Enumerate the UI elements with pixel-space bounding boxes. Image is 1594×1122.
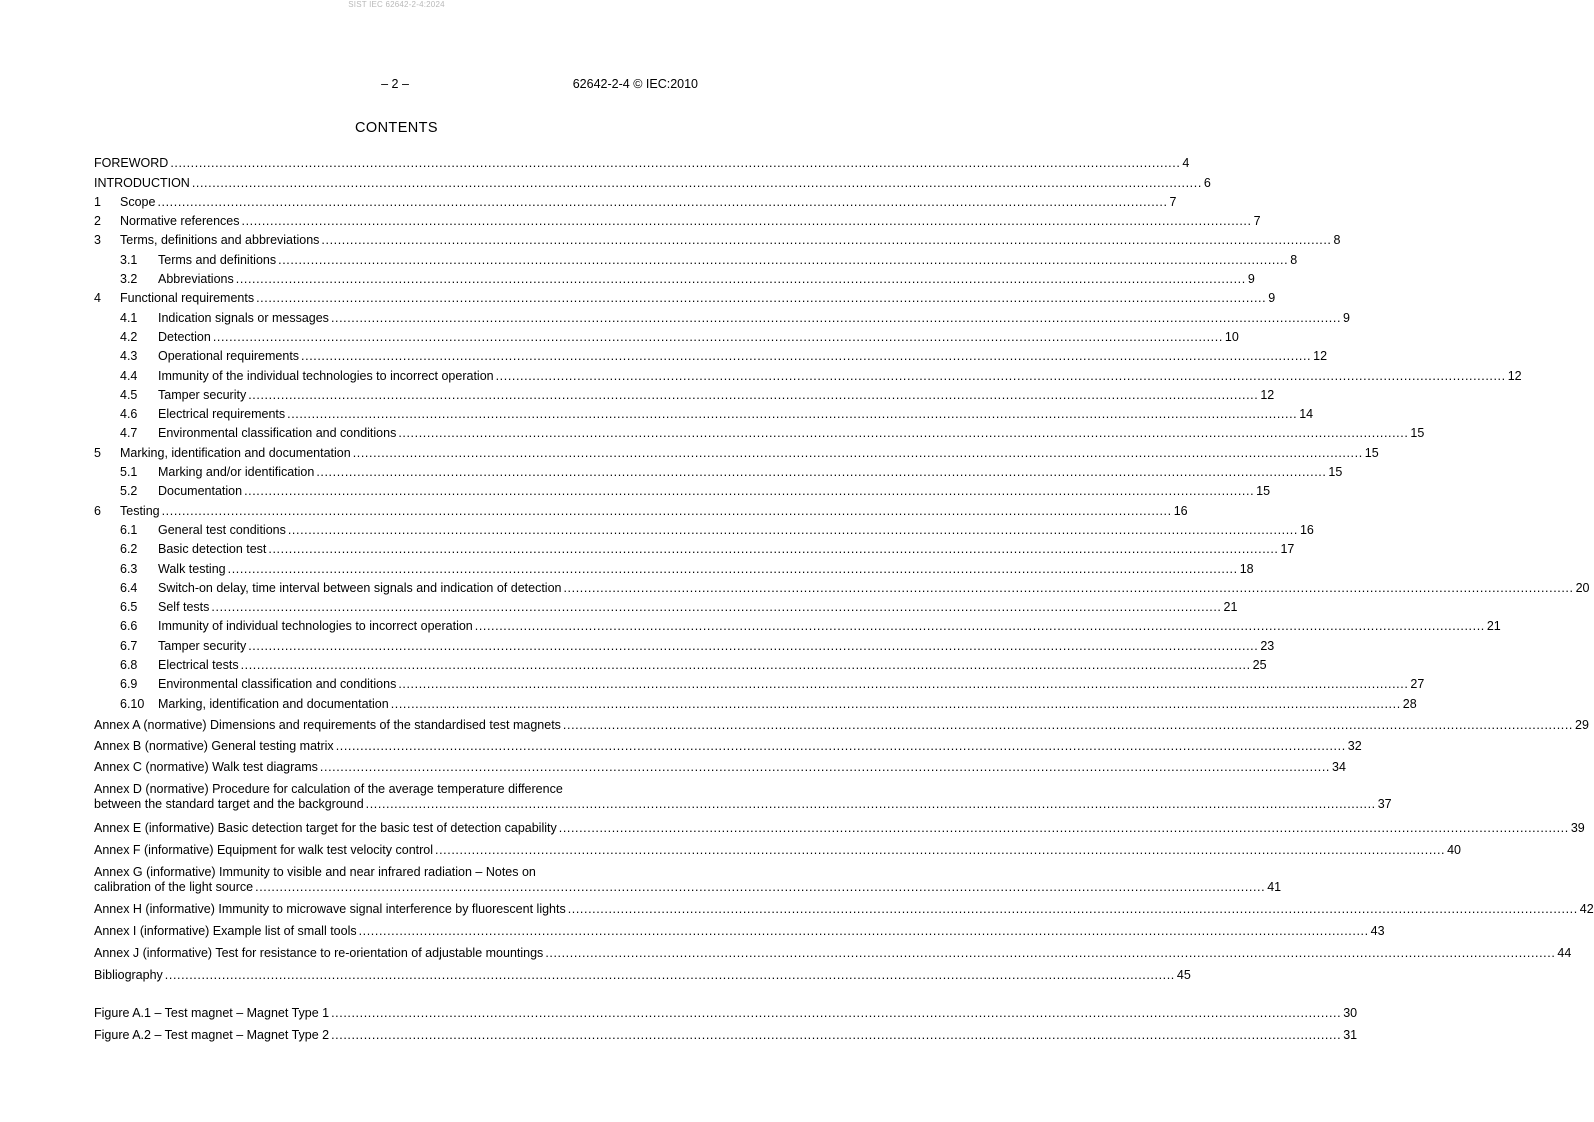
dot-leader xyxy=(268,542,1278,557)
dot-leader xyxy=(321,233,1331,248)
toc-entry-3-2[interactable] xyxy=(94,268,1255,287)
toc-entry-4-2[interactable] xyxy=(94,326,1239,345)
toc-page-number: 21 xyxy=(1486,619,1501,634)
watermark: SIST IEC 62642-2-4:2024 xyxy=(348,0,445,9)
dot-leader xyxy=(301,349,1311,364)
dot-leader xyxy=(366,797,1376,812)
toc-entry-3[interactable] xyxy=(94,229,1341,248)
toc-entry-text: Self tests xyxy=(158,600,210,615)
toc-section-number: 6.9 xyxy=(120,677,138,692)
toc-entry-annex-i[interactable] xyxy=(94,917,1385,939)
toc-entry-text: Electrical tests xyxy=(158,658,239,673)
toc-entry-text: General test conditions xyxy=(158,522,286,537)
toc-section-number: 6.10 xyxy=(120,696,145,711)
toc-entry-introduction[interactable] xyxy=(94,171,1211,190)
toc-entry-text: Basic detection test xyxy=(158,542,267,557)
toc-section-number: 5.1 xyxy=(120,465,138,480)
toc-entry-bibliography[interactable] xyxy=(94,961,1191,983)
toc-entry-4-1[interactable] xyxy=(94,306,1350,325)
toc-entry-text: Terms, definitions and abbreviations xyxy=(120,233,320,248)
toc-entry-5-1[interactable] xyxy=(94,461,1343,480)
toc-page-number: 12 xyxy=(1260,387,1275,402)
toc-page-number: 12 xyxy=(1507,368,1522,383)
toc-page-number: 14 xyxy=(1299,407,1314,422)
toc-entry-text: Scope xyxy=(120,194,156,209)
toc-entry-text-line1: Annex D (normative) Procedure for calculation of the average temperature difference xyxy=(94,781,563,796)
dot-leader xyxy=(288,523,1298,538)
figure-page-number: 30 xyxy=(1343,1005,1358,1020)
page-number: – 2 – xyxy=(381,77,409,91)
toc-entry-4-4[interactable] xyxy=(94,364,1522,383)
toc-entry-text: Switch-on delay, time interval between signals and indication of detection xyxy=(158,580,562,595)
dot-leader xyxy=(331,1028,1341,1043)
toc-page-number: 34 xyxy=(1332,759,1346,774)
toc-page-number: 9 xyxy=(1343,310,1350,325)
toc-section-number: 1 xyxy=(94,194,101,209)
dot-leader xyxy=(391,697,1401,712)
toc-entry-text: Annex E (informative) Basic detection target for the basic test of detection capability xyxy=(94,820,557,835)
table-of-contents xyxy=(94,152,1594,1043)
contents-title: CONTENTS xyxy=(355,120,438,136)
toc-entry-5-2[interactable] xyxy=(94,480,1271,499)
toc-entry-annex-f[interactable] xyxy=(94,836,1462,858)
toc-entry-text: Annex C (normative) Walk test diagrams xyxy=(94,759,318,774)
toc-entry-text: Indication signals or messages xyxy=(158,310,329,325)
dot-leader xyxy=(359,924,1369,939)
toc-entry-6-8[interactable] xyxy=(94,654,1267,673)
toc-page-number: 15 xyxy=(1410,426,1425,441)
toc-section-number: 4.3 xyxy=(120,349,138,364)
dot-leader xyxy=(248,388,1258,403)
toc-section-number: 6 xyxy=(94,503,101,518)
toc-page-number: 8 xyxy=(1290,252,1298,267)
toc-section-number: 6.4 xyxy=(120,580,138,595)
toc-page-number: 29 xyxy=(1575,717,1589,732)
figure-entry-a2[interactable] xyxy=(94,1021,1358,1043)
toc-section-number: 4.4 xyxy=(120,368,138,383)
document-id: 62642-2-4 © IEC:2010 xyxy=(572,77,698,91)
toc-entry-annex-c[interactable] xyxy=(94,754,1346,775)
toc-entry-text: Marking, identification and documentation xyxy=(120,445,351,460)
toc-page-number: 10 xyxy=(1224,329,1239,344)
dot-leader xyxy=(353,446,1363,461)
toc-entry-5[interactable] xyxy=(94,441,1379,460)
toc-page-number: 28 xyxy=(1402,696,1417,711)
toc-section-number: 3 xyxy=(94,233,101,248)
toc-page-number: 41 xyxy=(1267,879,1282,894)
toc-entry-foreword[interactable] xyxy=(94,152,1190,171)
dot-leader xyxy=(496,369,1506,384)
toc-entry-text: Environmental classification and conditions xyxy=(158,677,397,692)
toc-page-number: 20 xyxy=(1575,580,1590,595)
toc-page-number: 25 xyxy=(1252,658,1267,673)
dot-leader xyxy=(162,504,1172,519)
toc-section-number: 6.3 xyxy=(120,561,138,576)
toc-entry-text: Annex J (informative) Test for resistance to re-orientation of adjustable mountings xyxy=(94,945,544,960)
toc-section-number: 4.1 xyxy=(120,310,138,325)
toc-entry-annex-h[interactable] xyxy=(94,895,1594,917)
dot-leader xyxy=(336,739,1346,754)
toc-entry-text: Normative references xyxy=(120,214,240,229)
toc-section-number: 6.1 xyxy=(120,522,138,537)
toc-page-number: 17 xyxy=(1280,542,1295,557)
toc-section-number: 6.7 xyxy=(120,638,138,653)
toc-entry-text: Annex A (normative) Dimensions and requirements of the standardised test magnets xyxy=(94,717,561,732)
toc-page-number: 15 xyxy=(1328,465,1343,480)
toc-section-number: 2 xyxy=(94,214,101,229)
toc-entry-text: between the standard target and the background xyxy=(94,796,364,811)
toc-page-number: 15 xyxy=(1364,445,1379,460)
dot-leader xyxy=(316,465,1326,480)
toc-entry-text: Immunity of the individual technologies to incorrect operation xyxy=(158,368,494,383)
toc-page-number: 15 xyxy=(1256,484,1271,499)
toc-page-number: 42 xyxy=(1579,901,1594,916)
toc-entry-text: Tamper security xyxy=(158,387,247,402)
toc-page-number: 23 xyxy=(1260,638,1275,653)
toc-entry-4-5[interactable] xyxy=(94,384,1275,403)
toc-entry-text: Marking and/or identification xyxy=(158,465,315,480)
toc-entry-6-6[interactable] xyxy=(94,615,1501,634)
toc-page-number: 9 xyxy=(1247,272,1255,287)
toc-section-number: 4.2 xyxy=(120,329,138,344)
toc-page-number: 16 xyxy=(1299,522,1314,537)
dot-leader xyxy=(213,330,1223,345)
dot-leader xyxy=(398,426,1408,441)
dot-leader xyxy=(563,718,1573,733)
toc-page-number: 40 xyxy=(1447,842,1462,857)
toc-entry-6-7[interactable] xyxy=(94,634,1275,653)
dot-leader xyxy=(165,968,1175,983)
toc-entry-4[interactable] xyxy=(94,287,1276,306)
toc-entry-annex-a[interactable] xyxy=(94,712,1589,733)
toc-page-number: 7 xyxy=(1169,194,1177,209)
toc-entry-4-6[interactable] xyxy=(94,403,1314,422)
toc-entry-text: Functional requirements xyxy=(120,291,255,306)
toc-page-number: 8 xyxy=(1333,233,1341,248)
toc-page-number: 44 xyxy=(1557,945,1572,960)
dot-leader xyxy=(331,1006,1341,1021)
dot-leader xyxy=(157,195,1167,210)
toc-entry-text: Operational requirements xyxy=(158,349,300,364)
dot-leader xyxy=(192,176,1202,191)
toc-page-number: 27 xyxy=(1410,677,1425,692)
toc-entry-text: Electrical requirements xyxy=(158,407,286,422)
dot-leader xyxy=(320,760,1330,775)
toc-entry-annex-d[interactable] xyxy=(94,775,1392,812)
dot-leader xyxy=(559,821,1569,836)
toc-entry-text: Documentation xyxy=(158,484,243,499)
toc-page-number: 21 xyxy=(1223,600,1238,615)
dot-leader xyxy=(278,253,1288,268)
toc-section-number: 5.2 xyxy=(120,484,138,499)
dot-leader xyxy=(475,619,1485,634)
dot-leader xyxy=(248,639,1258,654)
toc-entry-6-10[interactable] xyxy=(94,692,1417,711)
toc-entry-4-3[interactable] xyxy=(94,345,1328,364)
toc-entry-text: Abbreviations xyxy=(158,272,234,287)
toc-entry-annex-j[interactable] xyxy=(94,939,1572,961)
dot-leader xyxy=(545,946,1555,961)
toc-entry-6-3[interactable] xyxy=(94,557,1254,576)
dot-leader xyxy=(256,291,1266,306)
toc-page-number: 37 xyxy=(1377,796,1392,811)
toc-entry-annex-e[interactable] xyxy=(94,812,1585,836)
toc-entry-6[interactable] xyxy=(94,499,1188,518)
dot-leader xyxy=(211,600,1221,615)
toc-page-number: 45 xyxy=(1176,967,1191,982)
toc-page-number: 4 xyxy=(1182,156,1190,171)
dot-leader xyxy=(244,484,1254,499)
dot-leader xyxy=(170,156,1180,171)
toc-page-number: 32 xyxy=(1347,738,1362,753)
toc-section-number: 4 xyxy=(94,291,101,306)
toc-entry-6-4[interactable] xyxy=(94,577,1590,596)
toc-entry-text: Annex F (informative) Equipment for walk test velocity control xyxy=(94,842,434,857)
figure-entry-text: Figure A.1 – Test magnet – Magnet Type 1 xyxy=(94,1005,330,1020)
toc-section-number: 4.5 xyxy=(120,387,138,402)
toc-entry-6-1[interactable] xyxy=(94,519,1314,538)
toc-page-number: 9 xyxy=(1268,291,1276,306)
dot-leader xyxy=(568,902,1578,917)
toc-entry-text: FOREWORD xyxy=(94,156,169,171)
toc-entry-text: Environmental classification and conditions xyxy=(158,426,397,441)
toc-entry-1[interactable] xyxy=(94,191,1177,210)
toc-entry-text: calibration of the light source xyxy=(94,879,254,894)
dot-leader xyxy=(236,272,1246,287)
toc-section-number: 6.2 xyxy=(120,542,138,557)
toc-entry-text: Annex I (informative) Example list of small tools xyxy=(94,923,357,938)
toc-section-number: 3.1 xyxy=(120,252,138,267)
toc-section-number: 6.6 xyxy=(120,619,138,634)
toc-page-number: 6 xyxy=(1203,175,1211,190)
toc-section-number: 6.5 xyxy=(120,600,138,615)
toc-entry-6-5[interactable] xyxy=(94,596,1238,615)
toc-section-number: 5 xyxy=(94,445,101,460)
toc-entry-text: Immunity of individual technologies to incorrect operation xyxy=(158,619,473,634)
toc-section-number: 4.6 xyxy=(120,407,138,422)
toc-entry-text: Detection xyxy=(158,329,211,344)
toc-entry-annex-g[interactable] xyxy=(94,858,1282,895)
toc-entry-text: Terms and definitions xyxy=(158,252,277,267)
dot-leader xyxy=(241,658,1251,673)
toc-entry-3-1[interactable] xyxy=(94,248,1298,267)
toc-entry-6-9[interactable] xyxy=(94,673,1425,692)
toc-section-number: 4.7 xyxy=(120,426,138,441)
dot-leader xyxy=(563,581,1573,596)
toc-entry-6-2[interactable] xyxy=(94,538,1295,557)
toc-entry-text: INTRODUCTION xyxy=(94,175,190,190)
toc-entry-text-line1: Annex G (informative) Immunity to visible and near infrared radiation – Notes on xyxy=(94,864,536,879)
dot-leader xyxy=(228,562,1238,577)
toc-section-number: 3.2 xyxy=(120,272,138,287)
dot-leader xyxy=(255,880,1265,895)
figure-page-number: 31 xyxy=(1343,1027,1358,1042)
toc-entry-line2 xyxy=(94,879,1282,895)
dot-leader xyxy=(331,311,1341,326)
toc-entry-text: Marking, identification and documentation xyxy=(158,696,389,711)
toc-entry-text: Annex B (normative) General testing matrix xyxy=(94,738,334,753)
toc-entry-text: Walk testing xyxy=(158,561,226,576)
toc-entry-annex-b[interactable] xyxy=(94,733,1362,754)
toc-page-number: 43 xyxy=(1370,923,1385,938)
toc-section-number: 6.8 xyxy=(120,658,138,673)
toc-entry-text: Bibliography xyxy=(94,967,163,982)
dot-leader xyxy=(435,843,1445,858)
figure-entry-text: Figure A.2 – Test magnet – Magnet Type 2 xyxy=(94,1027,330,1042)
dot-leader xyxy=(242,214,1252,229)
toc-entry-line2 xyxy=(94,796,1392,812)
toc-entry-text: Annex H (informative) Immunity to microwave signal interference by fluorescent lights xyxy=(94,901,566,916)
dot-leader xyxy=(398,677,1408,692)
toc-page-number: 18 xyxy=(1239,561,1254,576)
toc-page-number: 39 xyxy=(1570,820,1585,835)
figure-entry-a1[interactable] xyxy=(94,1001,1358,1021)
toc-page-number: 12 xyxy=(1313,349,1328,364)
dot-leader xyxy=(287,407,1297,422)
toc-entry-text: Tamper security xyxy=(158,638,247,653)
toc-page-number: 16 xyxy=(1173,503,1188,518)
toc-page-number: 7 xyxy=(1253,214,1261,229)
toc-entry-text: Testing xyxy=(120,503,160,518)
toc-entry-4-7[interactable] xyxy=(94,422,1425,441)
toc-entry-2[interactable] xyxy=(94,210,1261,229)
